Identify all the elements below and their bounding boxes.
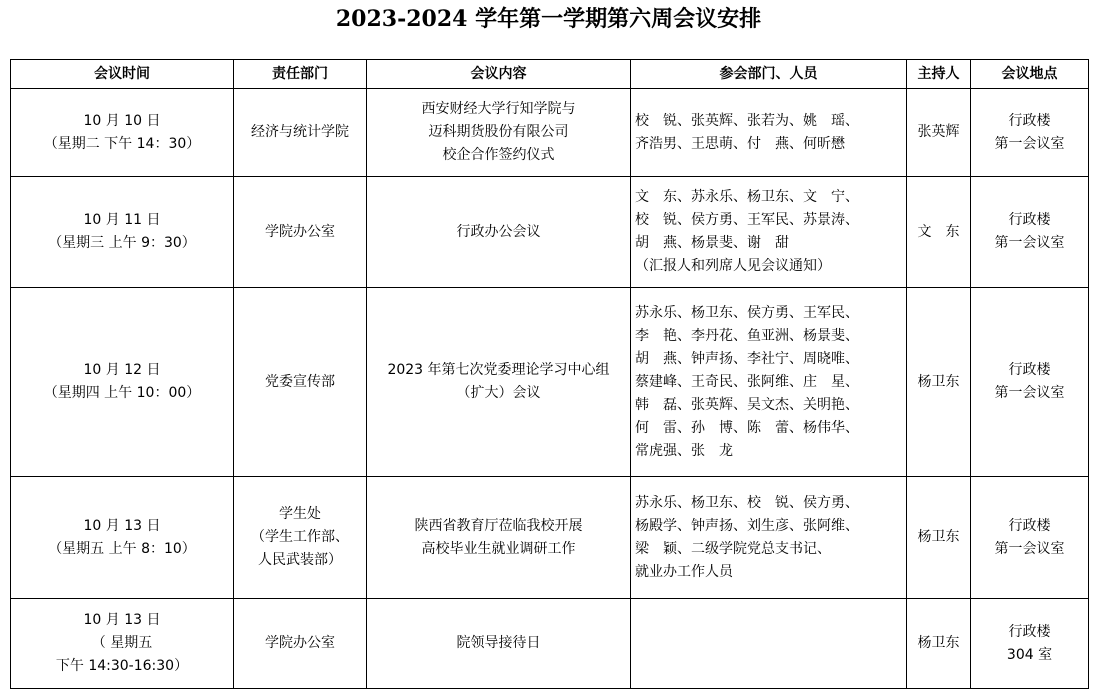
cell-line: （扩大）会议 [456,385,541,401]
cell-time [11,599,234,689]
cell-line: （星期三 上午 9：30） [48,235,196,251]
cell-location [971,288,1089,477]
cell-time [11,177,234,288]
cell-line: 学生处 [279,506,321,522]
cell-line: 行政办公会议 [456,223,541,240]
cell-line: （ 星期五 [91,635,153,651]
page-title: 2023-2024 学年第一学期第六周会议安排 [335,6,762,32]
cell-line: 2023 年第七次党委理论学习中心组 [387,362,610,378]
cell-line: 行政楼 [1008,623,1051,640]
cell-line: 杨殿学、钟声扬、刘生彦、张阿维、 [635,517,859,534]
cell-line: 胡 燕、杨景斐、谢 甜 [635,235,789,251]
cell-line: 第一会议室 [994,135,1065,152]
cell-location [971,477,1089,599]
cell-host: 文 东 [907,177,971,288]
cell-line: （星期四 上午 10：00） [43,385,201,401]
cell-line: 苏永乐、杨卫东、侯方勇、王军民、 [635,304,859,321]
cell-line: 校 锐、侯方勇、王军民、苏景涛、 [635,212,859,228]
cell-dept [234,89,367,177]
cell-location [971,599,1089,689]
cell-dept [234,177,367,288]
cell-line: 何 雷、孙 博、陈 蕾、杨伟华、 [635,419,859,436]
cell-line: 行政楼 [1008,517,1051,534]
cell-content [367,177,631,288]
cell-content [367,477,631,599]
cell-time [11,288,234,477]
table-row [11,477,1089,599]
header-time: 会议时间 [11,60,234,89]
cell-host: 杨卫东 [907,599,971,689]
header-location: 会议地点 [971,60,1089,89]
cell-line: 苏永乐、杨卫东、校 锐、侯方勇、 [635,494,859,511]
cell-line: 党委宣传部 [265,373,335,390]
cell-host: 杨卫东 [907,477,971,599]
cell-time [11,477,234,599]
cell-host: 杨卫东 [907,288,971,477]
table-row [11,599,1089,689]
cell-attendees [631,477,907,599]
meeting-schedule-table [10,59,1089,689]
header-attendees: 参会部门、人员 [631,60,907,89]
cell-line: 校企合作签约仪式 [442,147,555,163]
cell-line: 行政楼 [1008,212,1051,228]
cell-line: 西安财经大学行知学院与 [421,101,576,117]
header-dept: 责任部门 [234,60,367,89]
cell-line: 就业办工作人员 [635,563,733,580]
cell-line: 行政楼 [1008,112,1051,129]
cell-line: 学院办公室 [265,223,335,240]
cell-line: 10 月 11 日 [83,212,161,228]
cell-dept [234,288,367,477]
cell-content [367,89,631,177]
cell-location [971,89,1089,177]
cell-content [367,288,631,477]
cell-line: 齐浩男、王思萌、付 燕、何昕懋 [635,135,845,152]
cell-line: （学生工作部、 [251,529,349,545]
cell-content [367,599,631,689]
cell-attendees [631,177,907,288]
header-content: 会议内容 [367,60,631,89]
header-row [11,60,1089,89]
cell-location [971,177,1089,288]
cell-time [11,89,234,177]
cell-attendees [631,288,907,477]
cell-line: 第一会议室 [994,540,1065,557]
cell-line: 学院办公室 [265,635,335,651]
cell-dept [234,477,367,599]
cell-attendees [631,89,907,177]
cell-line: （星期五 上午 8：10） [48,540,196,557]
cell-line: 10 月 13 日 [83,517,161,534]
cell-line: 胡 燕、钟声扬、李社宁、周晓唯、 [635,350,859,367]
cell-line: 高校毕业生就业调研工作 [421,540,576,557]
cell-host: 张英辉 [907,89,971,177]
cell-dept [234,599,367,689]
cell-line: 院领导接待日 [456,635,541,651]
cell-line: 蔡建峰、王奇民、张阿维、庄 星、 [635,373,859,390]
table-row [11,89,1089,177]
cell-line: 陕西省教育厅莅临我校开展 [414,517,583,534]
cell-line: 人民武装部） [258,552,342,568]
cell-line: 文 东、苏永乐、杨卫东、文 宁、 [635,189,859,205]
cell-line: 李 艳、李丹花、鱼亚洲、杨景斐、 [635,327,859,344]
cell-line: 行政楼 [1008,362,1051,378]
cell-line: 校 锐、张英辉、张若为、姚 瑶、 [635,112,859,129]
cell-line: 迈科期货股份有限公司 [428,124,569,140]
cell-line: 10 月 10 日 [83,112,161,129]
table-row [11,288,1089,477]
header-host: 主持人 [907,60,971,89]
cell-line: 韩 磊、张英辉、吴文杰、关明艳、 [635,396,859,413]
cell-line: （星期二 下午 14：30） [43,135,201,152]
cell-line: 第一会议室 [994,235,1065,251]
cell-line: 10 月 12 日 [83,362,161,378]
cell-line: 经济与统计学院 [251,124,349,140]
cell-line: 常虎强、张 龙 [635,442,733,459]
cell-line: 10 月 13 日 [83,612,161,628]
cell-attendees [631,599,907,689]
table-row [11,177,1089,288]
cell-line: 304 室 [1006,646,1053,663]
cell-line: 下午 14:30-16:30） [55,658,189,674]
cell-line: 梁 颖、二级学院党总支书记、 [635,540,831,557]
cell-line: （汇报人和列席人见会议通知） [635,258,831,274]
cell-line: 第一会议室 [994,385,1065,401]
